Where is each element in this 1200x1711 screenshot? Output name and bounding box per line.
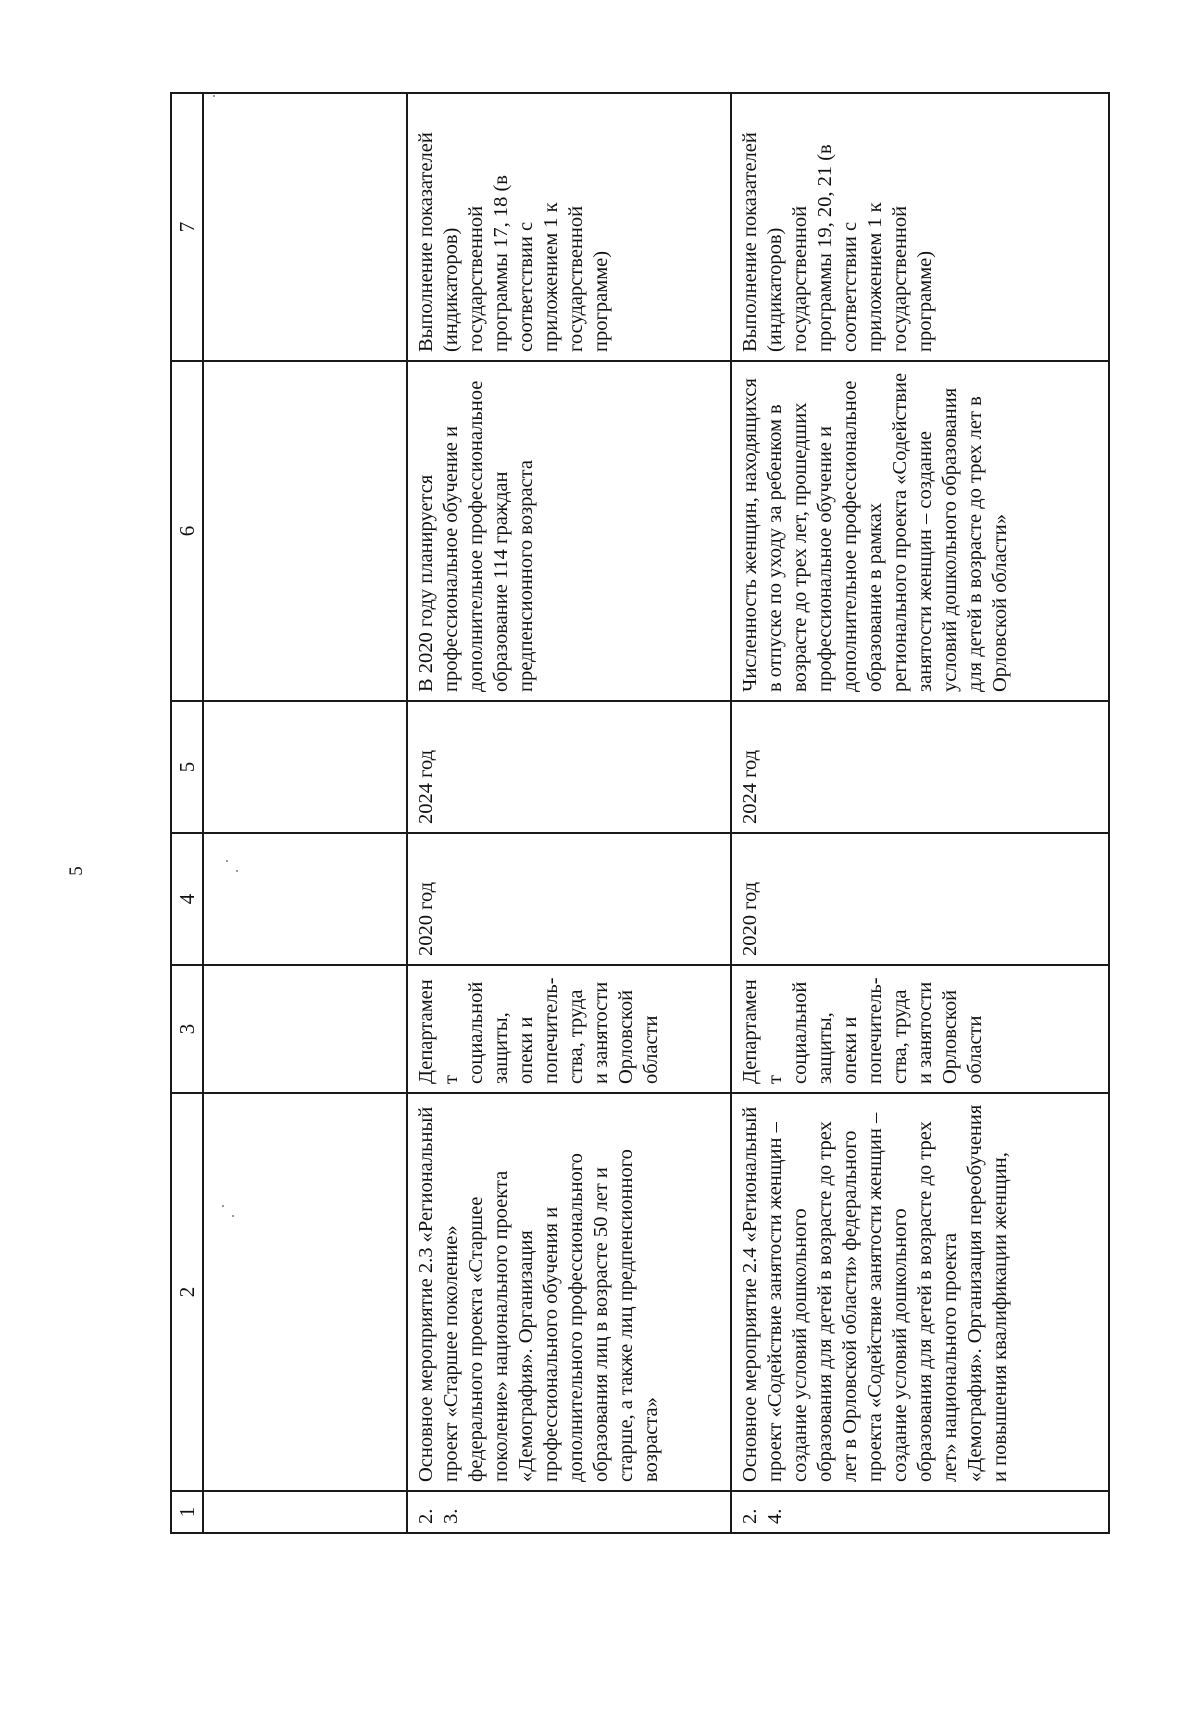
event-description: Основное мероприятие 2.3 «Региональный проект «Старшее поколение» федерального проекта «Старшее поколение» национального проекта «Демография». Организация профессионального обучения и дополнительного профессионального образования лиц в возрасте 50 лет и старше, а также лиц предпенсионного возраста» [407, 1093, 731, 1491]
header-col-1: 1 [171, 1491, 203, 1533]
empty-cell [203, 1093, 407, 1491]
row-number: 2.3. [407, 1491, 731, 1533]
header-col-5: 5 [171, 701, 203, 833]
table-row [731, 93, 1109, 1533]
indicator-link: Выполнение показателей (индикаторов) государственной программы 19, 20, 21 (в соответствии с приложением 1 к государственной программе) [731, 93, 1109, 361]
page-number: 5 [65, 866, 87, 876]
executor: Департамент социальной защиты, опеки и попечитель-ства, труда и занятости Орловской области [407, 965, 731, 1093]
expected-result: Численность женщин, находящихся в отпуске по уходу за ребенком в возрасте до трех лет, прошедших профессиональное обучение и дополнительное профессиональное образование в рамках регионального проекта «Содействие занятости женщин – создание условий дошкольного образования для детей в возрасте до трех лет в Орловской области» [731, 361, 1109, 701]
end-year: 2024 год [731, 701, 1109, 833]
empty-continuation-row [203, 93, 407, 1533]
empty-cell [203, 361, 407, 701]
empty-cell [203, 701, 407, 833]
header-row [171, 93, 203, 1533]
empty-cell [203, 1491, 407, 1533]
end-year: 2024 год [407, 701, 731, 833]
indicator-link: Выполнение показателей (индикаторов) государственной программы 17, 18 (в соответствии с приложением 1 к государственной программе) [407, 93, 731, 361]
header-col-7: 7 [171, 93, 203, 361]
expected-result: В 2020 году планируется профессиональное обучение и дополнительное профессиональное образование 114 граждан предпенсионного возраста [407, 361, 731, 701]
header-col-3: 3 [171, 965, 203, 1093]
header-col-4: 4 [171, 833, 203, 965]
start-year: 2020 год [731, 833, 1109, 965]
event-description: Основное мероприятие 2.4 «Региональный проект «Содействие занятости женщин – создание условий дошкольного образования для детей в возрасте до трех лет в Орловской области» федерального проекта «Содействие занятости женщин – создание условий дошкольного образования для детей в возрасте до трех лет» национального проекта «Демография». Организация переобучения и повышения квалификации женщин, [731, 1093, 1109, 1491]
header-col-2: 2 [171, 1093, 203, 1491]
events-table [170, 92, 1110, 1534]
empty-cell [203, 833, 407, 965]
table-row [407, 93, 731, 1533]
row-number: 2.4. [731, 1491, 1109, 1533]
start-year: 2020 год [407, 833, 731, 965]
header-col-6: 6 [171, 361, 203, 701]
executor: Департамент социальной защиты, опеки и попечитель-ства, труда и занятости Орловской области [731, 965, 1109, 1093]
empty-cell [203, 965, 407, 1093]
rotated-table-wrapper [170, 94, 1110, 1534]
empty-cell [203, 93, 407, 361]
